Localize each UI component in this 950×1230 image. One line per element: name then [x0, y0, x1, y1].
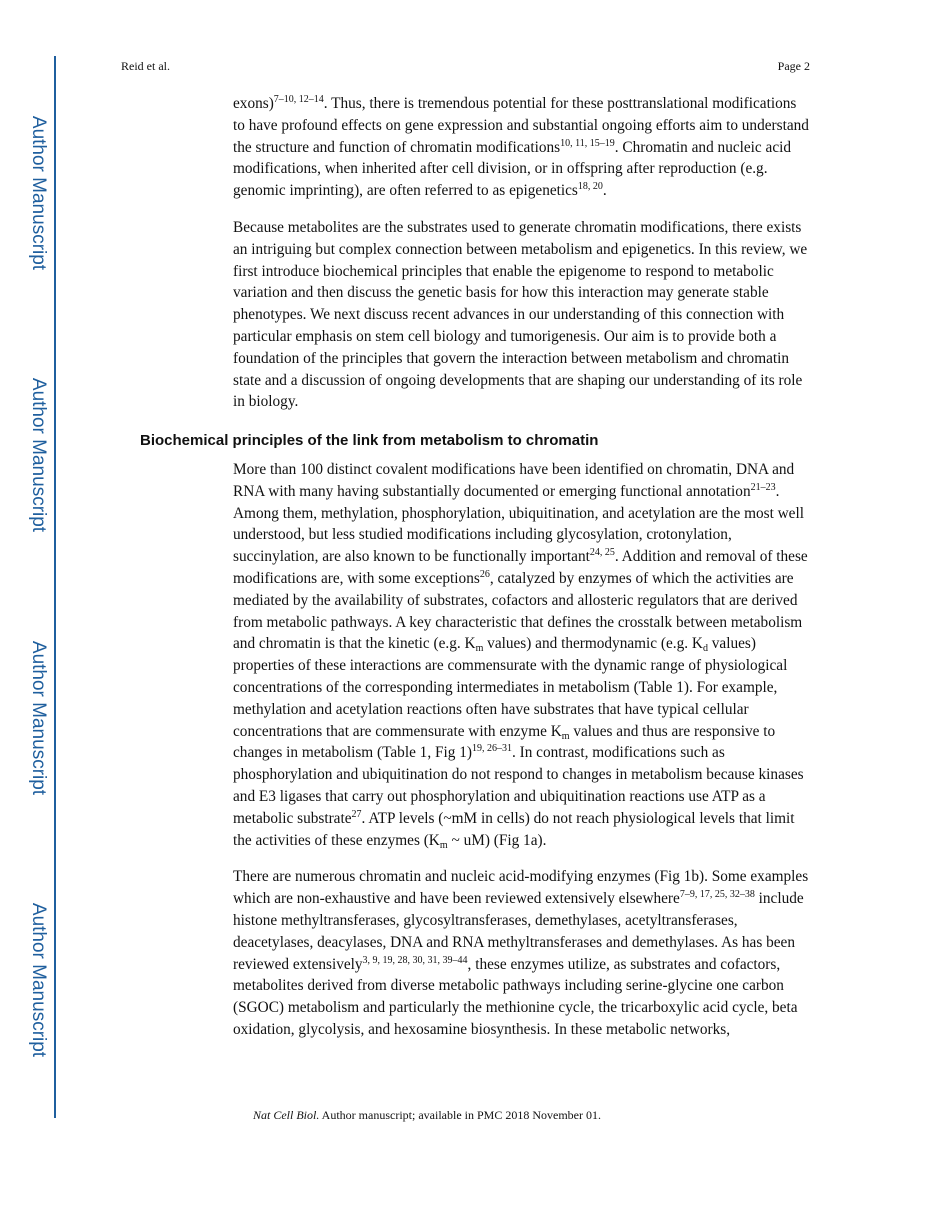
subscript: m [439, 839, 448, 851]
text-run: ~ uM) (Fig 1a). [447, 831, 547, 849]
footer-citation [253, 1108, 601, 1123]
citation-superscript: 18, 20 [577, 181, 603, 193]
sidebar-rule [54, 56, 56, 1118]
paragraph [233, 866, 811, 1040]
subscript: m [561, 730, 570, 742]
text-run: include histone methyltransferases, glycosyltransferases, demethylases, acetyltransferases, deacetylases, deacylases, DNA and RNA methyltransferases and demethylases. As has been reviewed extensively [233, 890, 804, 973]
paragraph [233, 93, 811, 202]
intro-text [233, 93, 811, 428]
page-number: Page 2 [777, 59, 810, 73]
subscript: d [702, 643, 708, 655]
text-run: , catalyzed by enzymes of which the activities are mediated by the availability of substrates, cofactors and allosteric regulators that are derived from metabolic pathways. A key characteristic that defines the crosstalk between metabolism and chromatin is that the kinetic (e.g. K [233, 569, 803, 653]
section-heading: Biochemical principles of the link from metabolism to chromatin [140, 432, 599, 449]
citation-superscript: 10, 11, 15–19 [560, 137, 615, 149]
text-run: values) and thermodynamic (e.g. K [483, 635, 703, 653]
citation-superscript: 21–23 [750, 481, 776, 493]
text-run: values) properties of these interactions are commensurate with the dynamic range of physiological concentrations of the corresponding intermediates in metabolism (Table 1). For example, methylation and acetylation reactions often have substrates that have typical cellular concentrations that are commensurate with enzyme K [233, 635, 788, 740]
paragraph [233, 217, 811, 413]
citation-superscript: 7–9, 17, 25, 32–38 [679, 889, 755, 901]
journal-name: Nat Cell Biol. [253, 1108, 320, 1122]
citation-superscript: 26 [479, 568, 490, 580]
citation-superscript: 27 [351, 808, 362, 820]
citation-superscript: 19, 26–31 [471, 743, 512, 755]
text-run: . Among them, methylation, phosphorylation, ubiquitination, and acetylation are the most well understood, but less studied modifications including glycosylation, crotonylation, succinylation, are also known to be functionally important [233, 482, 804, 566]
section-text [233, 459, 811, 1056]
running-head-authors: Reid et al. [121, 59, 170, 73]
citation-superscript: 24, 25 [589, 547, 615, 559]
paragraph [233, 459, 811, 851]
text-run: There are numerous chromatin and nucleic acid-modifying enzymes (Fig 1b). Some examples which are non-exhaustive and have been reviewed extensively elsewhere [233, 868, 809, 908]
text-run: . Chromatin and nucleic acid modifications, when inherited after cell division, or in offspring after reproduction (e.g. genomic imprinting), are often referred to as epigenetics [233, 138, 792, 200]
text-run: . Thus, there is tremendous potential for these posttranslational modifications to have profound effects on gene expression and substantial ongoing efforts aim to understand the structure and function of chromatin modifications [233, 95, 809, 156]
text-run: More than 100 distinct covalent modifications have been identified on chromatin, DNA and RNA with many having substantially documented or emerging functional annotation [233, 461, 795, 500]
text-run: . ATP levels (~mM in cells) do not reach physiological levels that limit the activities of these enzymes (K [233, 809, 795, 849]
citation-superscript: 7–10, 12–14 [273, 94, 324, 105]
text-run: exons) [233, 95, 274, 112]
subscript: m [475, 643, 484, 655]
text-run: , these enzymes utilize, as substrates and cofactors, metabolites derived from diverse metabolic pathways including serine-glycine one carbon (SGOC) metabolism and particularly the methionine cycle, the tricarboxylic acid cycle, beta oxidation, glycolysis, and hexosamine biosynthesis. In these metabolic networks, [233, 955, 798, 1038]
text-run: . In contrast, modifications such as phosphorylation and ubiquitination do not respond to changes in metabolism because kinases and E3 ligases that carry out phosphorylation and ubiquitination reactions use ATP as a metabolic substrate [233, 744, 804, 827]
text-run: values and thus are responsive to changes in metabolism (Table 1, Fig 1) [233, 722, 776, 762]
text-run: Because metabolites are the substrates used to generate chromatin modifications, there exists an intriguing but complex connection between metabolism and epigenetics. In this review, we first introduce biochemical principles that enable the epigenome to respond to metabolic variation and then discuss the genetic basis for how this interaction may generate stable phenotypes. We next discuss recent advances in our understanding of this connection with particular emphasis on stem cell biology and tumorigenesis. Our aim is to provide both a foundation of the principles that govern the interaction between metabolism and chromatin state and a discussion of ongoing developments that are shaping our understanding of its role in biology. [233, 218, 808, 411]
footer-note: Author manuscript; available in PMC 2018 November 01. [319, 1108, 601, 1122]
text-run: . Addition and removal of these modifications are, with some exceptions [233, 548, 808, 587]
text-run: . [602, 182, 607, 200]
citation-superscript: 3, 9, 19, 28, 30, 31, 39–44 [362, 954, 468, 966]
